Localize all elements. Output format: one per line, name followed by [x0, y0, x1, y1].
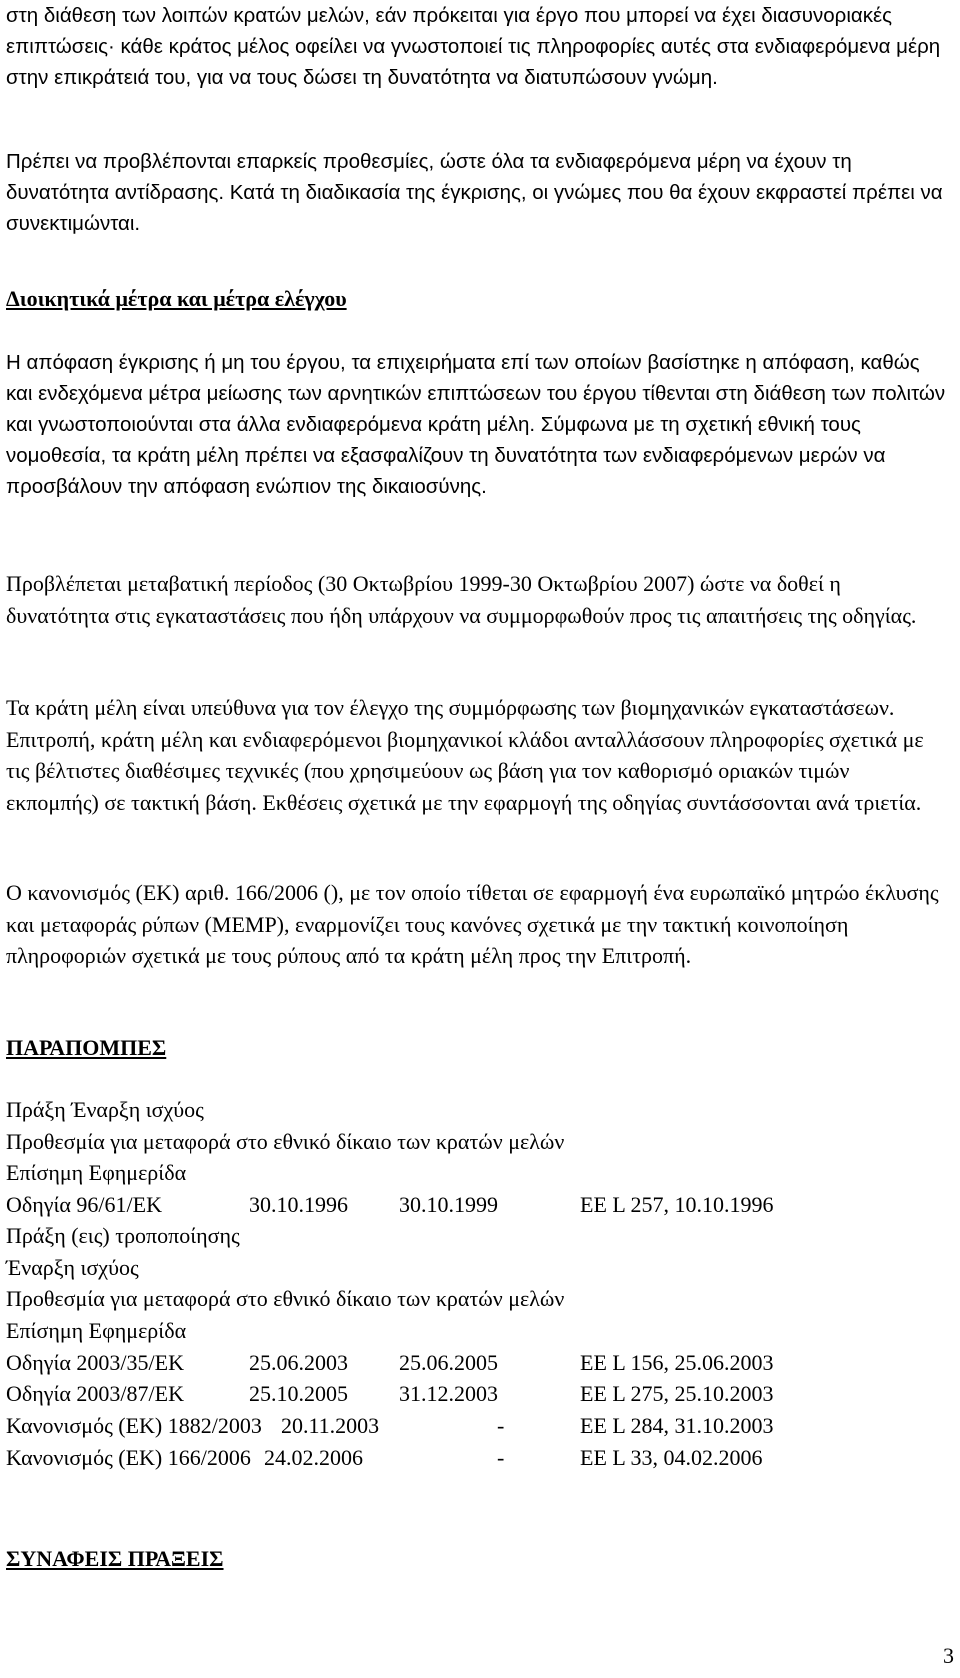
ref-header-2-line-3: Προθεσμία για μεταφορά στο εθνικό δίκαιο των κρατών μελών — [6, 1286, 565, 1311]
paragraph-2: Πρέπει να προβλέπονται επαρκείς προθεσμίες, ώστε όλα τα ενδιαφερόμενα μέρη να έχουν τη δυνατότητα αντίδρασης. Κατά τη διαδικασία της έγκρισης, οι γνώμες που θα έχουν εκφραστεί πρέπει να συνεκτιμώνται. — [6, 150, 943, 235]
ref-header-1-line-1: Πράξη Έναρξη ισχύος — [6, 1097, 204, 1122]
ref-deadline: 31.12.2003 — [399, 1381, 498, 1406]
ref-act: Κανονισμός (ΕΚ) 166/2006 — [6, 1445, 251, 1470]
ref-act: Οδηγία 2003/35/ΕΚ — [6, 1350, 184, 1375]
ref-act: Οδηγία 2003/87/ΕΚ — [6, 1381, 184, 1406]
ref-journal: ΕΕ L 257, 10.10.1996 — [580, 1192, 774, 1217]
ref-act: Κανονισμός (ΕΚ) 1882/2003 — [6, 1413, 262, 1438]
page-number: 3 — [943, 1643, 954, 1668]
ref-entry-date: 30.10.1996 — [249, 1192, 348, 1217]
ref-journal: ΕΕ L 33, 04.02.2006 — [580, 1445, 763, 1470]
ref-journal: ΕΕ L 284, 31.10.2003 — [580, 1413, 774, 1438]
ref-deadline: 25.06.2005 — [399, 1350, 498, 1375]
ref-header-2-line-2: Έναρξη ισχύος — [6, 1255, 139, 1280]
ref-deadline: 30.10.1999 — [399, 1192, 498, 1217]
ref-entry-date: 24.02.2006 — [264, 1445, 363, 1470]
ref-header-2-line-4: Επίσημη Εφημερίδα — [6, 1318, 187, 1343]
ref-header-1-line-3: Επίσημη Εφημερίδα — [6, 1160, 187, 1185]
references-heading: ΠΑΡΑΠΟΜΠΕΣ — [6, 1035, 167, 1060]
ref-entry-date: 25.06.2003 — [249, 1350, 348, 1375]
paragraph-4: Προβλέπεται μεταβατική περίοδος (30 Οκτωβρίου 1999-30 Οκτωβρίου 2007) ώστε να δοθεί η δυνατότητα στις εγκαταστάσεις που ήδη υπάρχουν να συμμορφωθούν προς τις απαιτήσεις της οδηγίας. — [6, 571, 917, 628]
ref-header-2-line-1: Πράξη (εις) τροποποίησης — [6, 1223, 240, 1248]
ref-journal: ΕΕ L 156, 25.06.2003 — [580, 1350, 774, 1375]
ref-entry-date: 25.10.2005 — [249, 1381, 348, 1406]
ref-journal: ΕΕ L 275, 25.10.2003 — [580, 1381, 774, 1406]
ref-header-1-line-2: Προθεσμία για μεταφορά στο εθνικό δίκαιο των κρατών μελών — [6, 1129, 565, 1154]
paragraph-1: στη διάθεση των λοιπών κρατών μελών, εάν πρόκειται για έργο που μπορεί να έχει διασυνοριακές επιπτώσεις· κάθε κράτος μέλος οφείλει να γνωστοποιεί τις πληροφορίες αυτές στα ενδιαφερόμενα μέρη στην επικράτειά του, για να τους δώσει τη δυνατότητα να διατυπώσουν γνώμη. — [6, 4, 941, 89]
ref-deadline: - — [497, 1413, 505, 1438]
section-heading: Διοικητικά μέτρα και μέτρα ελέγχου — [6, 286, 347, 311]
related-acts-heading: ΣΥΝΑΦΕΙΣ ΠΡΑΞΕΙΣ — [6, 1546, 224, 1571]
paragraph-5: Τα κράτη μέλη είναι υπεύθυνα για τον έλεγχο της συμμόρφωσης των βιομηχανικών εγκαταστάσεων. Επιτροπή, κράτη μέλη και ενδιαφερόμενοι βιομηχανικοί κλάδοι ανταλλάσσουν πληροφορίες σχετικά με τις βέλτιστες διαθέσιμες τεχνικές (που χρησιμεύουν ως βάση για τον καθορισμό οριακών τιμών εκπομπής) σε τακτική βάση. Εκθέσεις σχετικά με την εφαρμογή της οδηγίας συντάσσονται ανά τριετία. — [6, 695, 924, 815]
ref-deadline: - — [497, 1445, 505, 1470]
ref-entry-date: 20.11.2003 — [281, 1413, 380, 1438]
paragraph-6: Ο κανονισμός (ΕΚ) αριθ. 166/2006 (), με τον οποίο τίθεται σε εφαρμογή ένα ευρωπαϊκό μητρώο έκλυσης και μεταφοράς ρύπων (ΜΕΜΡ), εναρμονίζει τους κανόνες σχετικά με την τακτική κοινοποίηση πληροφοριών σχετικά με τους ρύπους από τα κράτη μέλη προς την Επιτροπή. — [6, 880, 939, 969]
ref-act: Οδηγία 96/61/ΕΚ — [6, 1192, 162, 1217]
paragraph-3: Η απόφαση έγκρισης ή μη του έργου, τα επιχειρήματα επί των οποίων βασίστηκε η απόφαση, καθώς και ενδεχόμενα μέτρα μείωσης των αρνητικών επιπτώσεων του έργου τίθενται στη διάθεση των πολιτών και γνωστοποιούνται στα άλλα ενδιαφερόμενα κράτη μέλη. Σύμφωνα με τη σχετική εθνική τους νομοθεσία, τα κράτη μέλη πρέπει να εξασφαλίζουν τη δυνατότητα των ενδιαφερόμενων μερών να προσβάλουν την απόφαση ενώπιον της δικαιοσύνης. — [6, 351, 946, 498]
